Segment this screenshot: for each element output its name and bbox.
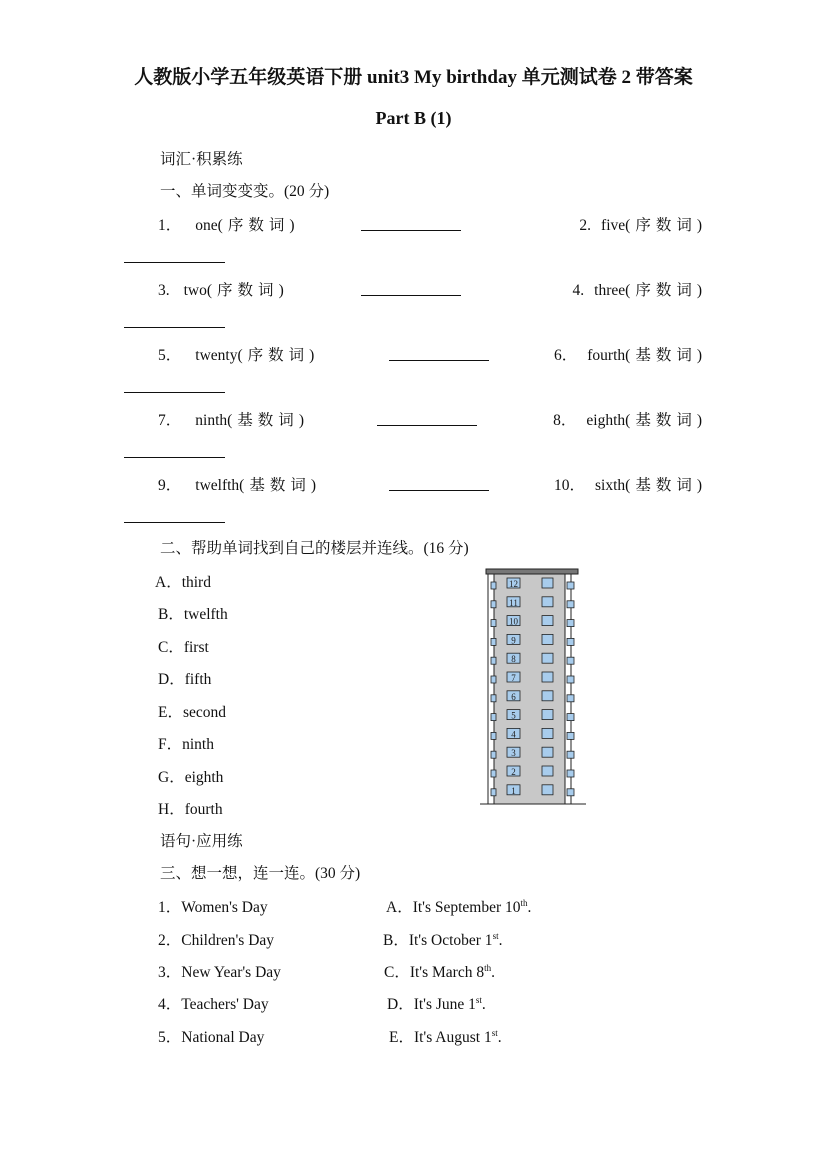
q1-item-word: twenty( [195, 347, 243, 364]
floor-number: 12 [509, 579, 518, 589]
floor-number: 8 [511, 654, 516, 665]
q1-item-number: 5． [158, 347, 182, 364]
q1-item-number: 8． [553, 412, 577, 429]
q1-item-close: ) [696, 347, 702, 364]
floor-window [542, 766, 553, 776]
floor-number: 9 [511, 635, 516, 646]
q1-item-type: 序数词 [217, 282, 279, 299]
building-side [565, 574, 571, 804]
holiday-item: 5．National Day [158, 1029, 265, 1046]
floor-option: G．eighth [158, 769, 224, 786]
q1-item [158, 343, 314, 365]
q1-item [579, 213, 702, 235]
q1-item-word: three( [594, 282, 631, 299]
q1-answer-blank[interactable] [361, 230, 461, 231]
q1-item-type: 基数词 [237, 412, 299, 429]
balcony-right [567, 620, 574, 627]
date-item [387, 992, 486, 1014]
floor-option: B．twelfth [158, 606, 228, 623]
date-text: C．It's March 8 [384, 964, 485, 981]
section-sentence: 语句·应用练 [160, 833, 243, 850]
q1-item-close: ) [696, 477, 702, 494]
q1-answer-blank[interactable] [361, 295, 461, 296]
q1-item-type: 序数词 [247, 347, 310, 364]
section-vocab: 词汇·积累练 [160, 151, 243, 168]
date-text: D．It's June 1 [387, 996, 476, 1013]
floor-window [542, 634, 553, 644]
floor-option: E．second [158, 704, 227, 721]
balcony-right [567, 770, 574, 777]
balcony-left [491, 620, 496, 627]
q1-item-close: ) [696, 217, 702, 234]
q1-item-number: 10． [553, 477, 585, 494]
floor-number: 5 [511, 710, 516, 721]
q1-item-close: ) [289, 217, 295, 234]
q1-item-close: ) [309, 347, 315, 364]
q3-heading: 三、想一想，连一连。(30 分) [160, 865, 361, 882]
balcony-left [491, 676, 496, 683]
building-roof [486, 569, 578, 574]
q1-item [158, 473, 316, 495]
q1-item-type: 基数词 [249, 477, 311, 494]
q1-item-word: two( [183, 282, 213, 299]
balcony-left [491, 695, 496, 702]
q1-item [554, 343, 702, 365]
balcony-right [567, 676, 574, 683]
floor-option: C．first [158, 639, 209, 656]
holiday-item: 2．Children's Day [158, 932, 275, 949]
balcony-right [567, 695, 574, 702]
q1-item-type: 基数词 [635, 347, 697, 364]
building-illustration [478, 566, 588, 806]
balcony-right [567, 601, 574, 608]
date-item [384, 960, 495, 982]
q1-item-close: ) [310, 477, 317, 494]
q1-item-number: 3. [158, 282, 170, 299]
floor-window [542, 672, 553, 682]
q1-item-close: ) [298, 412, 304, 429]
balcony-left [491, 770, 496, 777]
floor-window [542, 710, 553, 720]
floor-window [542, 728, 553, 738]
q1-item-close: ) [278, 282, 284, 299]
q1-answer-blank[interactable] [124, 327, 225, 328]
balcony-left [491, 638, 496, 645]
balcony-right [567, 789, 574, 796]
q1-item-number: 2. [579, 217, 592, 234]
balcony-left [491, 582, 496, 589]
balcony-left [491, 789, 496, 796]
floor-number: 4 [511, 729, 516, 740]
date-end: . [498, 932, 503, 949]
balcony-left [491, 714, 496, 721]
q1-item-number: 1． [158, 217, 182, 234]
floor-number: 10 [509, 616, 518, 627]
q1-item [158, 408, 304, 430]
q1-item-word: one( [195, 217, 223, 234]
date-item [389, 1025, 502, 1047]
balcony-right [567, 657, 574, 664]
q1-item-number: 9． [158, 477, 182, 494]
q1-item [554, 473, 702, 495]
q1-item [158, 278, 284, 300]
floor-window [542, 578, 553, 588]
q1-item-close: ) [696, 412, 702, 429]
date-end: . [497, 1029, 502, 1046]
q1-item-type: 基数词 [635, 412, 697, 429]
q1-item-word: eighth( [586, 412, 631, 429]
page-title: 人教版小学五年级英语下册 unit3 My birthday 单元测试卷 2 带答案 [134, 67, 693, 88]
date-suffix: st [491, 1027, 498, 1038]
floor-number: 2 [511, 767, 516, 777]
q1-answer-blank[interactable] [377, 425, 477, 426]
q1-item-word: five( [601, 217, 631, 234]
q1-answer-blank[interactable] [124, 457, 225, 458]
page-subtitle: Part B (1) [375, 108, 452, 128]
floor-option: H．fourth [158, 801, 223, 818]
building-side [488, 574, 494, 804]
q1-item [573, 278, 702, 300]
q1-item-word: ninth( [195, 412, 233, 429]
date-suffix: st [492, 930, 499, 941]
q1-item-word: fourth( [587, 347, 631, 364]
q1-item-number: 7． [158, 412, 182, 429]
balcony-left [491, 751, 496, 758]
q1-answer-blank[interactable] [124, 522, 225, 523]
floor-number: 6 [511, 691, 516, 702]
holiday-item: 3．New Year's Day [158, 964, 281, 981]
q1-item-number: 6． [554, 347, 578, 364]
floor-option: F．ninth [158, 736, 214, 753]
floor-window [542, 691, 553, 701]
date-text: E．It's August 1 [389, 1029, 492, 1046]
q1-item-number: 4. [572, 282, 585, 299]
balcony-right [567, 751, 574, 758]
balcony-left [491, 601, 496, 608]
balcony-right [567, 714, 574, 721]
date-end: . [527, 899, 532, 916]
date-suffix: th [520, 897, 528, 908]
q1-answer-blank[interactable] [124, 392, 225, 393]
balcony-right [567, 638, 574, 645]
date-suffix: th [484, 962, 492, 973]
q1-item [553, 408, 702, 430]
floor-window [542, 785, 553, 795]
q1-answer-blank[interactable] [124, 262, 225, 263]
date-text: B．It's October 1 [383, 932, 493, 949]
q1-item-type: 基数词 [635, 477, 697, 494]
floor-window [542, 597, 553, 607]
q1-item-close: ) [696, 282, 702, 299]
q1-item-word: twelfth( [195, 477, 245, 494]
date-suffix: st [475, 994, 482, 1005]
floor-window [542, 653, 553, 663]
floor-number: 11 [509, 597, 518, 608]
floor-number: 1 [511, 785, 516, 796]
holiday-item: 4．Teachers' Day [158, 996, 269, 1013]
balcony-right [567, 732, 574, 739]
floor-option: D．fifth [158, 671, 212, 688]
q1-heading: 一、单词变变变。(20 分) [160, 183, 330, 200]
q1-item-word: sixth( [595, 477, 631, 494]
q1-answer-blank[interactable] [389, 490, 489, 491]
q1-item-type: 序数词 [227, 217, 290, 234]
floor-number: 7 [511, 673, 516, 683]
date-item [383, 928, 502, 950]
q1-item-type: 序数词 [635, 217, 697, 234]
q1-answer-blank[interactable] [389, 360, 489, 361]
holiday-item: 1．Women's Day [158, 899, 268, 916]
floor-option: A．third [155, 574, 211, 591]
balcony-right [567, 582, 574, 589]
building-body [494, 574, 565, 804]
floor-window [542, 747, 553, 757]
date-item [386, 895, 531, 917]
q1-item [158, 213, 295, 235]
balcony-left [491, 657, 496, 664]
date-text: A．It's September 10 [386, 899, 521, 916]
floor-window [542, 616, 553, 626]
date-end: . [491, 964, 495, 981]
date-end: . [481, 996, 486, 1013]
balcony-left [491, 732, 496, 739]
q2-heading: 二、帮助单词找到自己的楼层并连线。(16 分) [160, 540, 469, 557]
floor-number: 3 [511, 748, 516, 759]
q1-item-type: 序数词 [635, 282, 697, 299]
